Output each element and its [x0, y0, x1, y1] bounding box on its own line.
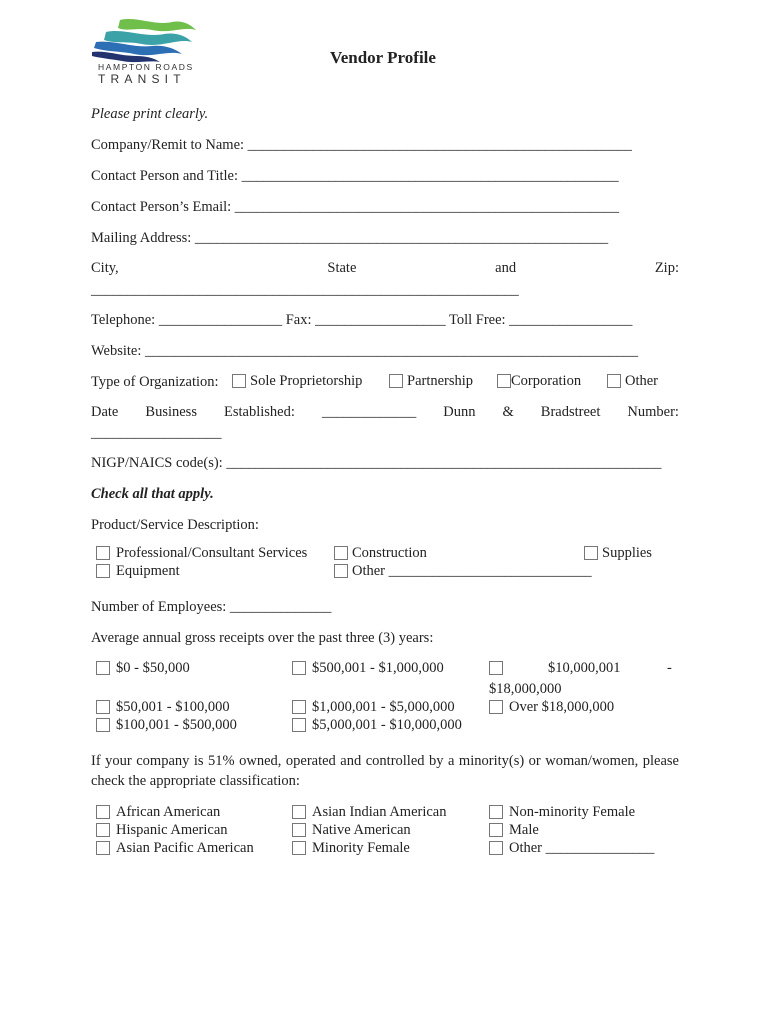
duns-number-blank[interactable]: __________________	[91, 425, 222, 441]
receipts-10m-18m-checkbox[interactable]	[489, 660, 507, 677]
zip-label: Zip:	[654, 260, 679, 276]
checkbox[interactable]	[292, 718, 306, 732]
checkbox[interactable]	[292, 841, 306, 855]
option-label: $100,001 - $500,000	[116, 717, 237, 733]
checkbox[interactable]	[232, 374, 246, 388]
receipts-100k-500k[interactable]	[96, 717, 237, 734]
option-label: Other _______________	[509, 840, 655, 856]
option-label: Over $18,000,000	[509, 699, 615, 715]
business-word: Business	[145, 404, 197, 420]
checkbox[interactable]	[497, 374, 511, 388]
check-all-heading: Check all that apply.	[91, 486, 214, 502]
product-option-other[interactable]	[334, 563, 592, 580]
receipts-0-50k[interactable]	[96, 660, 190, 677]
checkbox[interactable]	[292, 700, 306, 714]
checkbox[interactable]	[334, 564, 348, 578]
receipts-label: Average annual gross receipts over the past three (3) years:	[91, 630, 434, 646]
bradstreet-word: Bradstreet	[540, 404, 601, 420]
company-name-field[interactable]: Company/Remit to Name: _____________________________________________________	[91, 137, 632, 153]
option-label: Male	[509, 822, 539, 838]
product-option-professional[interactable]	[96, 545, 307, 562]
checkbox[interactable]	[96, 805, 110, 819]
option-label: Native American	[312, 822, 411, 838]
checkbox[interactable]	[389, 374, 403, 388]
receipts-18m-label: $18,000,000	[489, 681, 562, 697]
option-label: Sole Proprietorship	[250, 373, 363, 389]
minority-asian-pacific[interactable]	[96, 840, 254, 857]
checkbox[interactable]	[489, 661, 503, 675]
checkbox[interactable]	[489, 805, 503, 819]
receipts-10m-label: $10,000,001	[548, 660, 621, 676]
checkbox[interactable]	[96, 718, 110, 732]
checkbox[interactable]	[96, 700, 110, 714]
product-option-construction[interactable]	[334, 545, 427, 562]
checkbox[interactable]	[96, 823, 110, 837]
established-word: Established:	[224, 404, 295, 420]
option-label: $50,001 - $100,000	[116, 699, 230, 715]
date-established-blank[interactable]: _____________	[321, 404, 417, 420]
option-label: Construction	[352, 545, 427, 561]
checkbox[interactable]	[292, 823, 306, 837]
page-title: Vendor Profile	[330, 48, 436, 67]
number-word: Number:	[627, 404, 679, 420]
date-established-row	[91, 404, 679, 421]
minority-nonminority-female[interactable]	[489, 804, 635, 821]
checkbox[interactable]	[489, 823, 503, 837]
checkbox[interactable]	[96, 564, 110, 578]
org-option-sole-proprietorship[interactable]	[232, 373, 362, 390]
logo-wave-green	[118, 19, 196, 31]
org-type-label: Type of Organization:	[91, 374, 219, 390]
state-label: State	[327, 260, 357, 276]
product-option-supplies[interactable]	[584, 545, 652, 562]
option-label: $500,001 - $1,000,000	[312, 660, 444, 676]
naics-code-field[interactable]: NIGP/NAICS code(s): ____________________________________________________________	[91, 455, 662, 471]
checkbox[interactable]	[292, 661, 306, 675]
date-word: Date	[91, 404, 119, 420]
org-option-corporation[interactable]	[497, 373, 581, 390]
option-label: Asian Indian American	[312, 804, 447, 820]
employees-field[interactable]: Number of Employees: ______________	[91, 599, 332, 615]
city-label: City,	[91, 260, 119, 276]
address-line-field[interactable]: ___________________________________________________________	[91, 282, 519, 298]
minority-minority-female[interactable]	[292, 840, 410, 857]
minority-paragraph: If your company is 51% owned, operated and controlled by a minority(s) or woman/women, please check the appropriate classification:	[91, 753, 679, 789]
option-label: Other ____________________________	[352, 563, 592, 579]
receipts-dash: -	[667, 660, 672, 676]
option-label: African American	[116, 804, 221, 820]
option-label: Partnership	[407, 373, 474, 389]
and-label: and	[495, 260, 517, 276]
minority-asian-indian[interactable]	[292, 804, 447, 821]
checkbox[interactable]	[584, 546, 598, 560]
option-label: Minority Female	[312, 840, 410, 856]
instructions-text: Please print clearly.	[91, 106, 209, 122]
minority-african-american[interactable]	[96, 804, 220, 821]
checkbox[interactable]	[292, 805, 306, 819]
checkbox[interactable]	[96, 841, 110, 855]
option-label: Other	[625, 373, 659, 389]
option-label: $5,000,001 - $10,000,000	[312, 717, 462, 733]
contact-person-field[interactable]: Contact Person and Title: ____________________________________________________	[91, 168, 619, 184]
product-service-label: Product/Service Description:	[91, 517, 259, 533]
receipts-500k-1m[interactable]	[292, 660, 444, 677]
checkbox[interactable]	[96, 661, 110, 675]
option-label: Hispanic American	[116, 822, 228, 838]
receipts-over-18m[interactable]	[489, 699, 614, 716]
receipts-5m-10m[interactable]	[292, 717, 462, 734]
website-field[interactable]: Website: ____________________________________________________________________	[91, 343, 638, 359]
checkbox[interactable]	[334, 546, 348, 560]
contact-email-field[interactable]: Contact Person’s Email: _____________________________________________________	[91, 199, 620, 215]
dunn-word: Dunn	[443, 404, 476, 420]
minority-hispanic[interactable]	[96, 822, 228, 839]
option-label: $0 - $50,000	[116, 660, 190, 676]
org-option-other[interactable]	[607, 373, 658, 390]
checkbox[interactable]	[489, 841, 503, 855]
option-label: Corporation	[511, 373, 582, 389]
option-label: Asian Pacific American	[116, 840, 254, 856]
mailing-address-field[interactable]: Mailing Address: _________________________________________________________	[91, 230, 609, 246]
logo-text-transit: TRANSIT	[98, 72, 186, 86]
checkbox[interactable]	[489, 700, 503, 714]
minority-male[interactable]	[489, 822, 539, 839]
option-label: Supplies	[602, 545, 652, 561]
option-label: Equipment	[116, 563, 180, 579]
option-label: Professional/Consultant Services	[116, 545, 308, 561]
product-option-equipment[interactable]	[96, 563, 180, 580]
receipts-50k-100k[interactable]	[96, 699, 230, 716]
receipts-1m-5m[interactable]	[292, 699, 455, 716]
option-label: $1,000,001 - $5,000,000	[312, 699, 455, 715]
logo-text-hampton-roads: HAMPTON ROADS	[98, 62, 194, 72]
checkbox[interactable]	[607, 374, 621, 388]
logo-wave-teal	[104, 31, 192, 45]
minority-other[interactable]	[489, 840, 654, 857]
city-state-zip-row	[91, 260, 679, 277]
ampersand-word: &	[502, 404, 514, 420]
checkbox[interactable]	[96, 546, 110, 560]
option-label: Non-minority Female	[509, 804, 636, 820]
minority-native-american[interactable]	[292, 822, 411, 839]
org-option-partnership[interactable]	[389, 373, 473, 390]
phone-fax-tollfree-row[interactable]: Telephone: _________________ Fax: __________________ Toll Free: _________________	[91, 312, 633, 328]
